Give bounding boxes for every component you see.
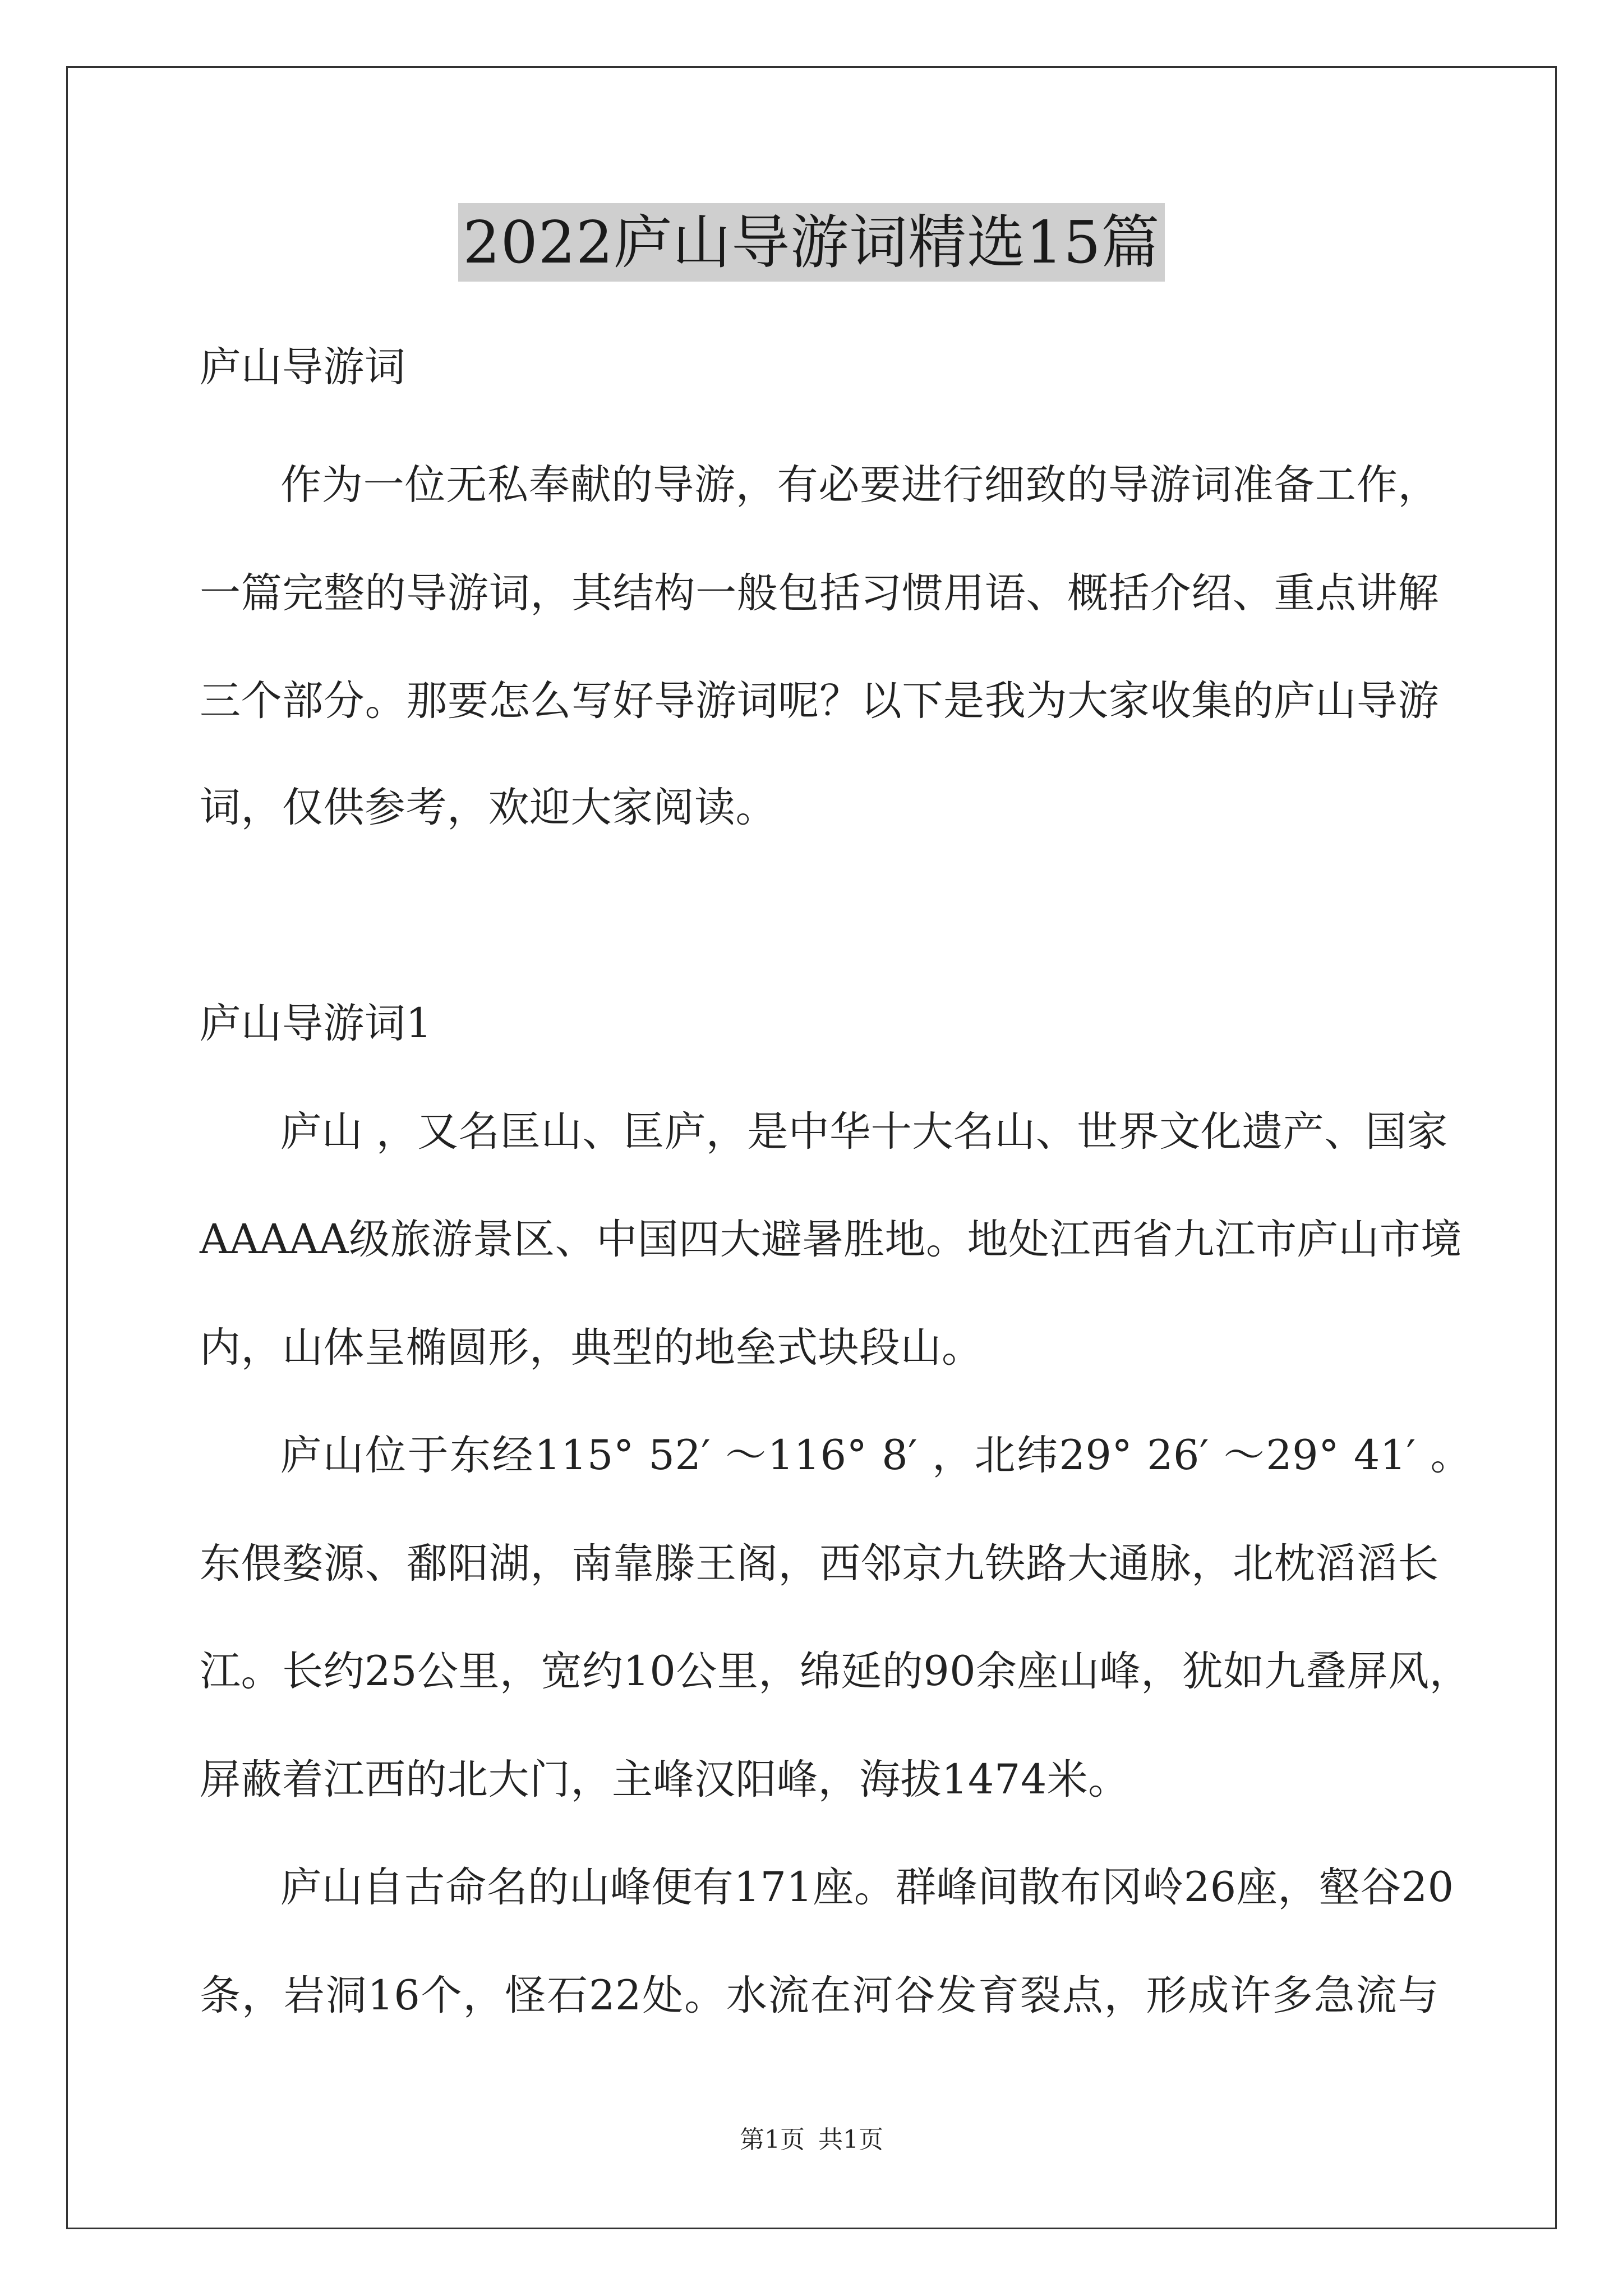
paragraph-line: 庐山位于东经115° 52′ ～116° 8′ ，北纬29° 26′ ～29° 41′ 。 [280, 1432, 1472, 1479]
paragraph-line: 庐山 ，又名匡山、匡庐，是中华十大名山、世界文化遗产、国家 [280, 1108, 1448, 1156]
section-heading: 庐山导游词 [200, 343, 406, 391]
paragraph-line: 词，仅供参考，欢迎大家阅读。 [200, 784, 777, 831]
paragraph-line: 东偎婺源、鄱阳湖，南靠滕王阁，西邻京九铁路大通脉，北枕滔滔长 [200, 1540, 1439, 1588]
paragraph-line: AAAAA级旅游景区、中国四大避暑胜地。地处江西省九江市庐山市境 [200, 1216, 1462, 1263]
paragraph-line: 庐山自古命名的山峰便有171座。群峰间散布冈岭26座，壑谷20 [280, 1864, 1454, 1911]
paragraph-line: 一篇完整的导游词，其结构一般包括习惯用语、概括介绍、重点讲解 [200, 569, 1439, 617]
paragraph-line: 作为一位无私奉献的导游，有必要进行细致的导游词准备工作， [280, 461, 1439, 509]
page-footer: 第1页 共1页 [740, 2125, 883, 2154]
title-container [0, 203, 1623, 282]
section-heading: 庐山导游词1 [200, 1000, 432, 1047]
paragraph-line: 条，岩洞16个，怪石22处。水流在河谷发育裂点，形成许多急流与 [200, 1972, 1439, 2019]
document-title: 2022庐山导游词精选15篇 [458, 203, 1164, 282]
paragraph-line: 屏蔽着江西的北大门，主峰汉阳峰，海拔1474米。 [200, 1756, 1129, 1803]
paragraph-line: 三个部分。那要怎么写好导游词呢？以下是我为大家收集的庐山导游 [200, 677, 1439, 725]
paragraph-line: 内，山体呈椭圆形，典型的地垒式块段山。 [200, 1324, 983, 1372]
paragraph-line: 江。长约25公里，宽约10公里，绵延的90余座山峰，犹如九叠屏风， [200, 1648, 1471, 1695]
